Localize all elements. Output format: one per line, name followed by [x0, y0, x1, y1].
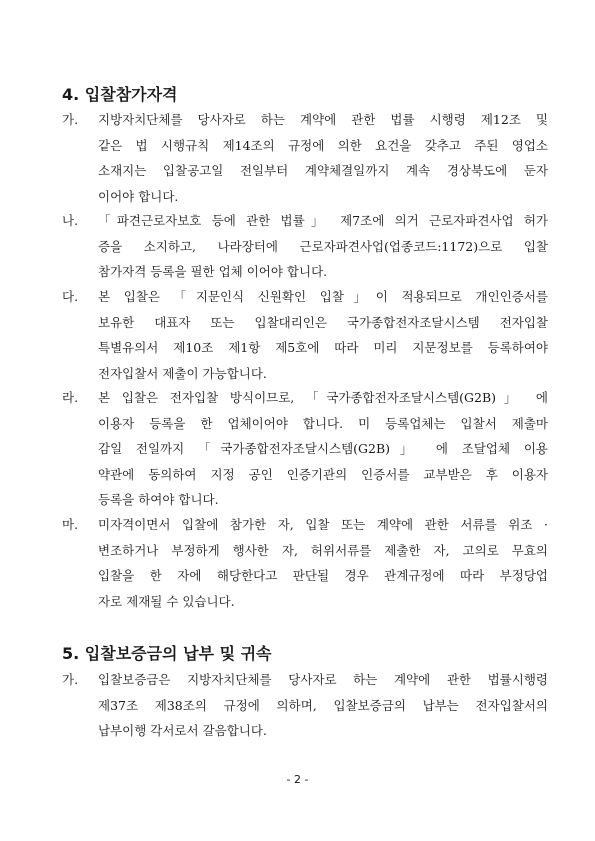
item-line: 소재지는 입찰공고일 전일부터 계약체결일까지 계속 경상북도에 둔자 — [98, 163, 548, 178]
item-line: 지방자치단체를 당사자로 하는 계약에 관한 법률 시행령 제12조 및 — [98, 112, 548, 127]
item-line: 보유한 대표자 또는 입찰대리인은 국가종합전자조달시스템 전자입찰 — [98, 314, 548, 330]
item-line: 약관에 동의하여 지정 공인 인증기관의 인증서를 교부받은 후 이용자 — [98, 466, 548, 482]
item-line: 참가자격 등록을 필한 업체 이어야 합니다. — [98, 264, 328, 279]
list-item — [62, 385, 548, 513]
item-line: 이어야 합니다. — [98, 188, 179, 204]
item-marker: 가. — [62, 672, 79, 687]
item-line: 등록을 하여야 합니다. — [98, 492, 219, 507]
item-line: 입찰을 한 자에 해당한다고 판단될 경우 관계규정에 따라 부정당업 — [98, 568, 548, 583]
item-marker: 가. — [62, 112, 79, 127]
item-marker: 마. — [62, 517, 79, 532]
list-item — [62, 208, 548, 285]
list-item — [62, 107, 548, 209]
item-line: 입찰보증금은 지방자치단체를 당사자로 하는 계약에 관한 법률시행령 — [98, 672, 548, 687]
section-title-bid-deposit: 5. 입찰보증금의 납부 및 귀속 — [62, 644, 272, 663]
item-line: 「파견근로자보호 등에 관한 법률」 제7조에 의거 근로자파견사업 허가 — [98, 213, 548, 228]
item-line: 자로 제재될 수 있습니다. — [98, 593, 235, 609]
item-line: 특별유의서 제10조 제1항 제5호에 따라 미리 지문정보를 등록하여야 — [98, 340, 548, 355]
item-line: 납부이행 각서로서 갈음합니다. — [98, 723, 267, 738]
item-line: 같은 법 시행규칙 제14조의 규정에 의한 요건을 갖추고 주된 영업소 — [98, 137, 548, 153]
item-line: 이용자 등록을 한 업체이어야 합니다. 미 등록업체는 입찰서 제출마 — [98, 415, 548, 431]
item-line: 감일 전일까지 「국가종합전자조달시스템(G2B)」 에 조달업체 이용 — [98, 441, 548, 456]
item-line: 증을 소지하고, 나라장터에 근로자파견사업(업종코드:1172)으로 입찰 — [98, 238, 548, 254]
item-line: 본 입찰은 전자입찰 방식이므로, 「국가종합전자조달시스템(G2B)」 에 — [98, 390, 548, 405]
item-line: 전자입찰서 제출이 가능합니다. — [98, 365, 267, 381]
list-item — [62, 667, 548, 744]
item-line: 미자격이면서 입찰에 참가한 자, 입찰 또는 계약에 관한 서류를 위조 · — [98, 517, 548, 532]
item-line: 본 입찰은 「지문인식 신원확인 입찰」이 적용되므로 개인인증서를 — [98, 289, 548, 304]
page-number: - 2 - — [286, 773, 309, 786]
item-marker: 나. — [62, 213, 79, 228]
item-marker: 다. — [62, 289, 79, 304]
item-line: 변조하거나 부정하게 행사한 자, 허위서류를 제출한 자, 고의로 무효의 — [98, 542, 548, 558]
item-line: 제37조 제38조의 규정에 의하며, 입찰보증금의 납부는 전자입찰서의 — [98, 697, 548, 713]
list-item — [62, 284, 548, 386]
section-title-bid-qualification: 4. 입찰참가자격 — [62, 85, 178, 104]
list-item — [62, 512, 548, 614]
item-marker: 라. — [62, 390, 79, 405]
